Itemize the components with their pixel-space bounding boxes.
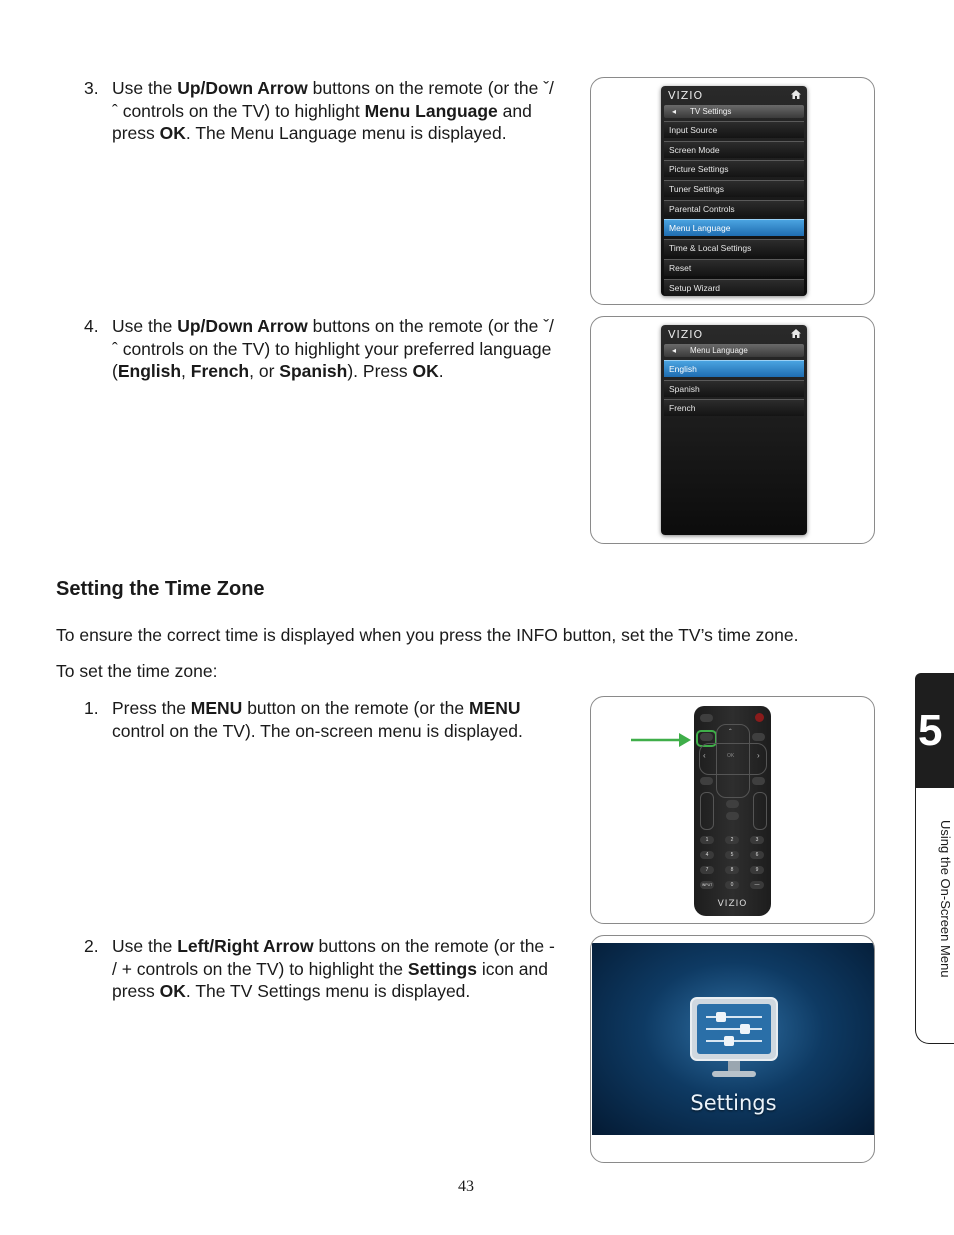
settings-icon	[688, 995, 780, 1083]
volume-rocker	[700, 792, 714, 830]
text-run: .	[438, 361, 444, 381]
chapter-title: Using the On-Screen Menu	[938, 820, 953, 978]
intro-paragraph: To ensure the correct time is displayed when you press the INFO button, set the TV’s time zone.	[56, 625, 799, 645]
pointer-arrow-icon	[631, 731, 693, 749]
num-key: 5	[725, 851, 739, 859]
menu-item[interactable]: Reset	[664, 259, 804, 276]
step-text	[112, 315, 564, 383]
menu-list	[664, 121, 804, 296]
step-number: 2.	[84, 936, 99, 956]
menu-item[interactable]: French	[664, 399, 804, 416]
remote-brand-logo: VIZIO	[717, 899, 748, 909]
bold-term: OK	[412, 361, 439, 381]
step-number: 3.	[84, 78, 99, 98]
remote-button	[752, 777, 765, 785]
chapter-number: 5	[918, 706, 943, 755]
language-choice-screenshot-frame	[590, 316, 875, 544]
text-run: icon and press	[112, 958, 548, 1001]
mute-key	[726, 800, 739, 808]
step-3	[84, 77, 564, 145]
text-run: . The Menu Language menu is displayed.	[185, 123, 507, 143]
step-4	[84, 315, 564, 383]
chapter-number-block	[915, 673, 954, 788]
left-arrow-icon: ‹	[703, 751, 706, 760]
menu-breadcrumb	[664, 105, 804, 118]
step-text	[112, 935, 564, 1003]
num-key: 3	[750, 836, 764, 844]
menu-item[interactable]: Menu Language	[664, 219, 804, 236]
text-run: buttons on the remote (or the ˇ/ ˆ controls on the TV) to highlight your preferred language (	[112, 316, 554, 381]
menu-item[interactable]: Parental Controls	[664, 200, 804, 217]
text-run: buttons on the remote (or the - / + controls on the TV) to highlight the	[112, 936, 555, 979]
step-number: 4.	[84, 316, 99, 336]
step-2	[84, 935, 564, 1003]
text-run: Press the	[112, 698, 191, 718]
num-key: 4	[700, 851, 714, 859]
bold-term: Up/Down Arrow	[177, 316, 308, 336]
chapter-tab	[915, 673, 954, 1045]
bold-term: French	[190, 361, 250, 381]
vizio-logo: VIZIO	[668, 328, 704, 341]
remote-button	[700, 777, 713, 785]
remote-control	[694, 706, 771, 916]
menu-list	[664, 360, 804, 419]
section-heading: Setting the Time Zone	[56, 578, 265, 600]
bold-term: Spanish	[279, 361, 348, 381]
text-run: control on the TV). The on-screen menu is displayed.	[112, 720, 523, 741]
text-run: Use the	[112, 78, 178, 98]
text-run: buttons on the remote (or the ˇ/ ˆ controls on the TV) to highlight	[112, 78, 554, 121]
text-run: ). Press	[347, 361, 413, 381]
menu-breadcrumb	[664, 344, 804, 357]
bold-term: MENU	[190, 698, 243, 718]
text-run: , or	[249, 361, 280, 381]
num-key: 9	[750, 866, 764, 874]
num-key: 6	[750, 851, 764, 859]
num-key: 0	[725, 881, 739, 889]
last-key	[726, 812, 739, 820]
up-arrow-icon: ˆ	[729, 728, 732, 737]
remote-button	[700, 714, 713, 722]
num-key: 2	[725, 836, 739, 844]
settings-screenshot-frame	[590, 935, 875, 1163]
text-run: ,	[181, 361, 191, 381]
step-text	[112, 697, 564, 742]
bold-term: OK	[159, 981, 186, 1001]
bold-term: Settings	[407, 958, 477, 979]
num-key: 7	[700, 866, 714, 874]
step-1	[84, 697, 564, 742]
text-run: Use the	[112, 936, 178, 956]
dash-key: —	[750, 881, 764, 889]
remote-button	[752, 733, 765, 741]
home-icon	[791, 90, 801, 99]
input-key: INPUT	[701, 883, 713, 887]
breadcrumb-label: TV Settings	[690, 107, 732, 116]
power-button	[755, 713, 764, 722]
menu-item[interactable]: Time & Local Settings	[664, 239, 804, 256]
page-number: 43	[458, 1178, 474, 1195]
menu-item[interactable]: Spanish	[664, 380, 804, 397]
step-text	[112, 77, 564, 145]
text-run: Use the	[112, 316, 178, 336]
breadcrumb-label: Menu Language	[690, 346, 748, 355]
menu-language-screenshot-frame	[590, 77, 875, 305]
menu-item[interactable]: Input Source	[664, 121, 804, 138]
menu-item[interactable]: English	[664, 360, 804, 377]
lead-paragraph: To set the time zone:	[56, 661, 218, 681]
menu-item[interactable]: Tuner Settings	[664, 180, 804, 197]
settings-screen	[592, 943, 875, 1135]
menu-item[interactable]: Picture Settings	[664, 160, 804, 177]
bold-term: Up/Down Arrow	[177, 78, 308, 98]
back-arrow-icon: ◂	[672, 346, 677, 355]
text-run: . The TV Settings menu is displayed.	[185, 981, 471, 1001]
menu-item[interactable]: Setup Wizard	[664, 279, 804, 296]
bold-term: MENU	[469, 698, 521, 718]
bold-term: Left/Right Arrow	[177, 936, 314, 956]
bold-term: English	[117, 361, 182, 381]
num-key: 1	[700, 836, 714, 844]
text-run: and press	[112, 100, 532, 143]
remote-screenshot-frame	[590, 696, 875, 924]
settings-label: Settings	[690, 1091, 777, 1115]
menu-item[interactable]: Screen Mode	[664, 141, 804, 158]
bold-term: OK	[159, 123, 186, 143]
channel-rocker	[753, 792, 767, 830]
vizio-logo: VIZIO	[668, 89, 704, 102]
back-arrow-icon: ◂	[672, 107, 677, 116]
step-number: 1.	[84, 698, 99, 718]
right-arrow-icon: ›	[757, 751, 760, 760]
bold-term: Menu Language	[364, 100, 498, 121]
text-run: button on the remote (or the	[242, 698, 469, 718]
num-key: 8	[725, 866, 739, 874]
home-icon	[791, 329, 801, 338]
menu-language-menu	[661, 325, 807, 535]
tv-settings-menu	[661, 86, 807, 296]
ok-key: OK	[727, 753, 735, 759]
